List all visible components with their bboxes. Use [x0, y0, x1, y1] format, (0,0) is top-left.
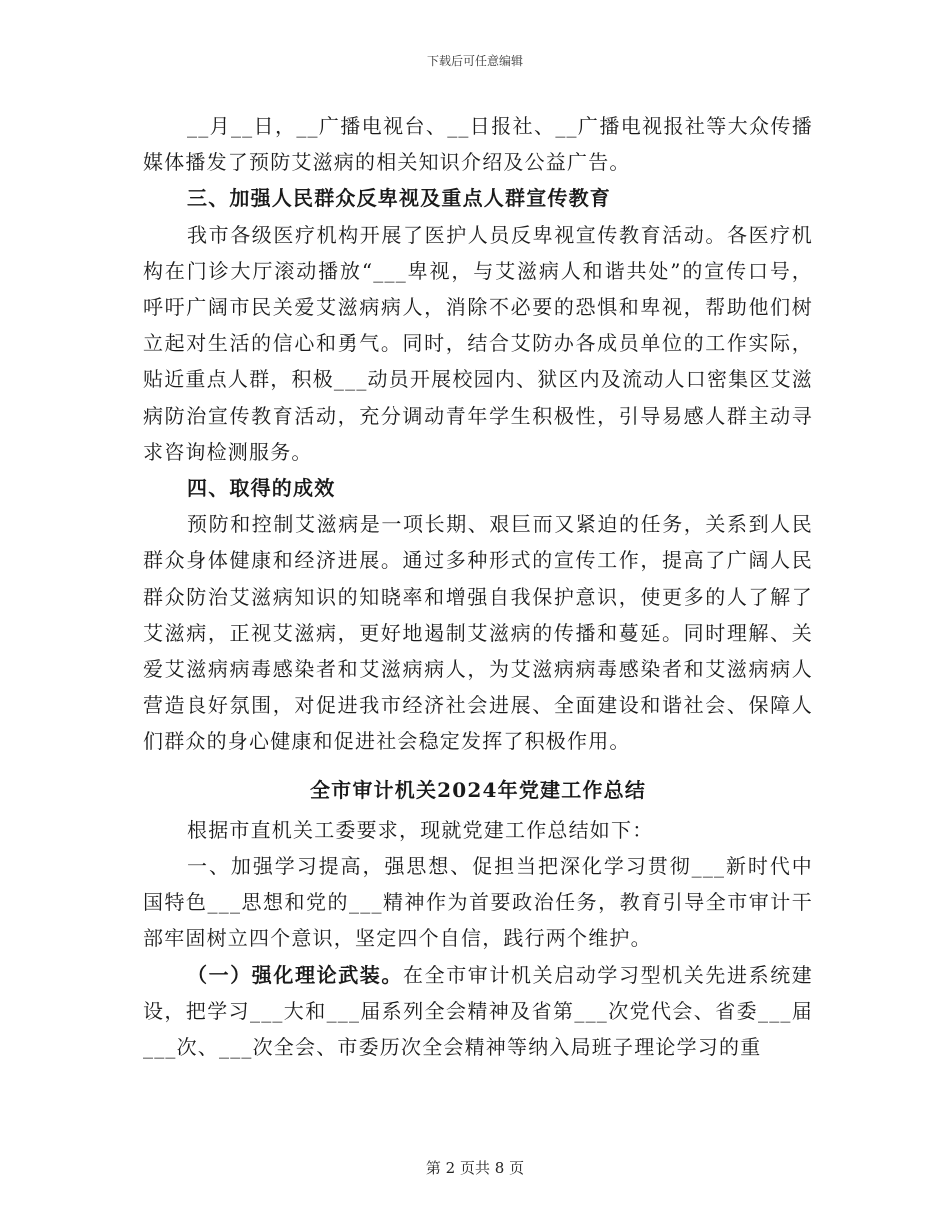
- subsection-lead: （一）强化理论武装。: [187, 962, 403, 987]
- paragraph-intro: 根据市直机关工委要求，现就党建工作总结如下：: [187, 817, 654, 842]
- paragraph-section-one: 一、加强学习提高，强思想、促担当把深化学习贯彻___新时代中国特色___思想和党的___精神作为首要政治任务，教育引导全市审计干部牢固树立四个意识，坚定四个自信，践行两个维护。: [143, 854, 813, 951]
- document-title: 全市审计机关2024年党建工作总结: [309, 777, 647, 802]
- document-body: [143, 108, 813, 1065]
- paragraph-achievements: 预防和控制艾滋病是一项长期、艰巨而又紧迫的任务，关系到人民群众身体健康和经济进展。通过多种形式的宣传工作，提高了广阔人民群众防治艾滋病知识的知晓率和增强自我保护意识，使更多的人了解了艾滋病，正视艾滋病，更好地遏制艾滋病的传播和蔓延。同时理解、关爱艾滋病病毒感染者和艾滋病病人，为艾滋病病毒感染者和艾滋病病人营造良好氛围，对促进我市经济社会进展、全面建设和谐社会、保障人们群众的身心健康和促进社会稳定发挥了积极作用。: [143, 512, 813, 754]
- section-heading-3: 三、加强人民群众反卑视及重点人群宣传教育: [187, 186, 611, 211]
- paragraph-theory-armament: [143, 957, 813, 1066]
- subsection-text: 在全市审计机关启动学习型机关先进系统建设，把学习___大和___届系列全会精神及省第___次党代会、省委___届___次、___次全会、市委历次全会精神等纳入局班子理论学习的重: [143, 962, 813, 1060]
- paragraph-anti-discrimination: 我市各级医疗机构开展了医护人员反卑视宣传教育活动。各医疗机构在门诊大厅滚动播放“___卑视，与艾滋病人和谐共处”的宣传口号，呼吁广阔市民关爱艾滋病病人，消除不必要的恐惧和卑视，帮助他们树立起对生活的信心和勇气。同时，结合艾防办各成员单位的工作实际，贴近重点人群，积极___动员开展校园内、狱区内及流动人口密集区艾滋病防治宣传教育活动，充分调动青年学生积极性，引导易感人群主动寻求咨询检测服务。: [143, 222, 813, 464]
- page-footer: 第 2 页共 8 页: [425, 1159, 525, 1177]
- page-header: 下载后可任意编辑: [426, 54, 523, 68]
- section-heading-4: 四、取得的成效: [187, 476, 336, 501]
- paragraph-media-broadcast: __月__日，__广播电视台、__日报社、__广播电视报社等大众传播媒体播发了预防艾滋病的相关知识介绍及公益广告。: [143, 114, 813, 175]
